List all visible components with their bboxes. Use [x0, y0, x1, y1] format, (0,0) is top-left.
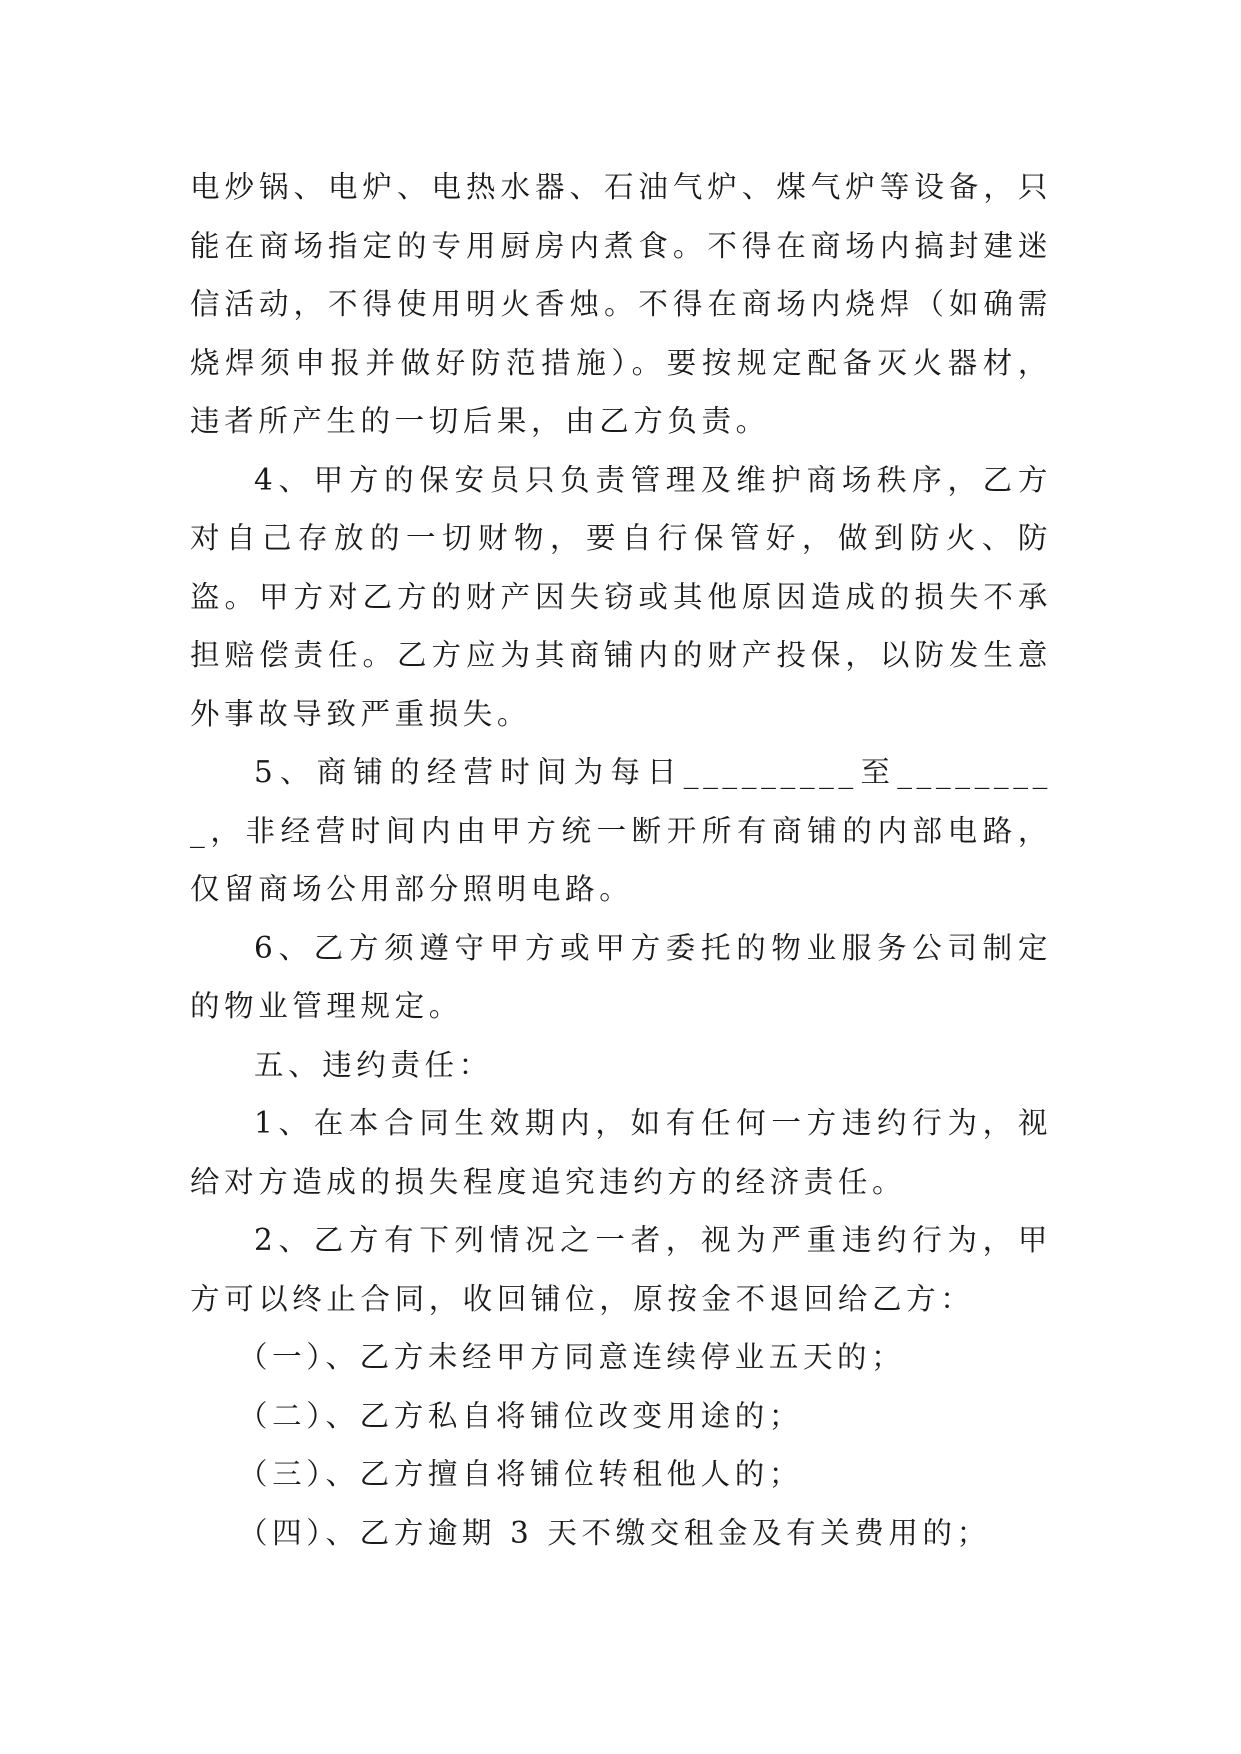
paragraph-clause-4: 4、甲方的保安员只负责管理及维护商场秩序，乙方对自己存放的一切财物，要自行保管好，做到防火、防盗。甲方对乙方的财产因失窃或其他原因造成的损失不承担赔偿责任。乙方应为其商铺内的财产投保，以防发生意外事故导致严重损失。 [190, 462, 1052, 731]
list-item-1: （一）、乙方未经甲方同意连续停业五天的； [238, 1340, 906, 1374]
paragraph-breach-2: 2、乙方有下列情况之一者，视为严重违约行为，甲方可以终止合同，收回铺位，原按金不退回给乙方： [190, 1223, 1052, 1316]
document-body [190, 158, 1052, 1562]
section-heading-breach: 五、违约责任： [254, 1047, 493, 1082]
list-item-4: （四）、乙方逾期 3 天不缴交租金及有关费用的； [238, 1515, 991, 1550]
list-item-2: （二）、乙方私自将铺位改变用途的； [238, 1398, 803, 1433]
paragraph-fire-safety: 电炒锅、电炉、电热水器、石油气炉、煤气炉等设备，只能在商场指定的专用厨房内煮食。不得在商场内搞封建迷信活动，不得使用明火香烛。不得在商场内烧焊（如确需烧焊须申报并做好防范措施）。要按规定配备灭火器材，违者所产生的一切后果，由乙方负责。 [190, 170, 1052, 438]
paragraph-clause-6: 6、乙方须遵守甲方或甲方委托的物业服务公司制定的物业管理规定。 [190, 930, 1052, 1023]
list-item-3: （三）、乙方擅自将铺位转租他人的； [238, 1457, 803, 1491]
paragraph-breach-1: 1、在本合同生效期内，如有任何一方违约行为，视给对方造成的损失程度追究违约方的经济责任。 [190, 1106, 1052, 1199]
paragraph-clause-5: 5、商铺的经营时间为每日_________至_________，非经营时间内由甲方统一断开所有商铺的内部电路，仅留商场公用部分照明电路。 [190, 755, 1052, 906]
